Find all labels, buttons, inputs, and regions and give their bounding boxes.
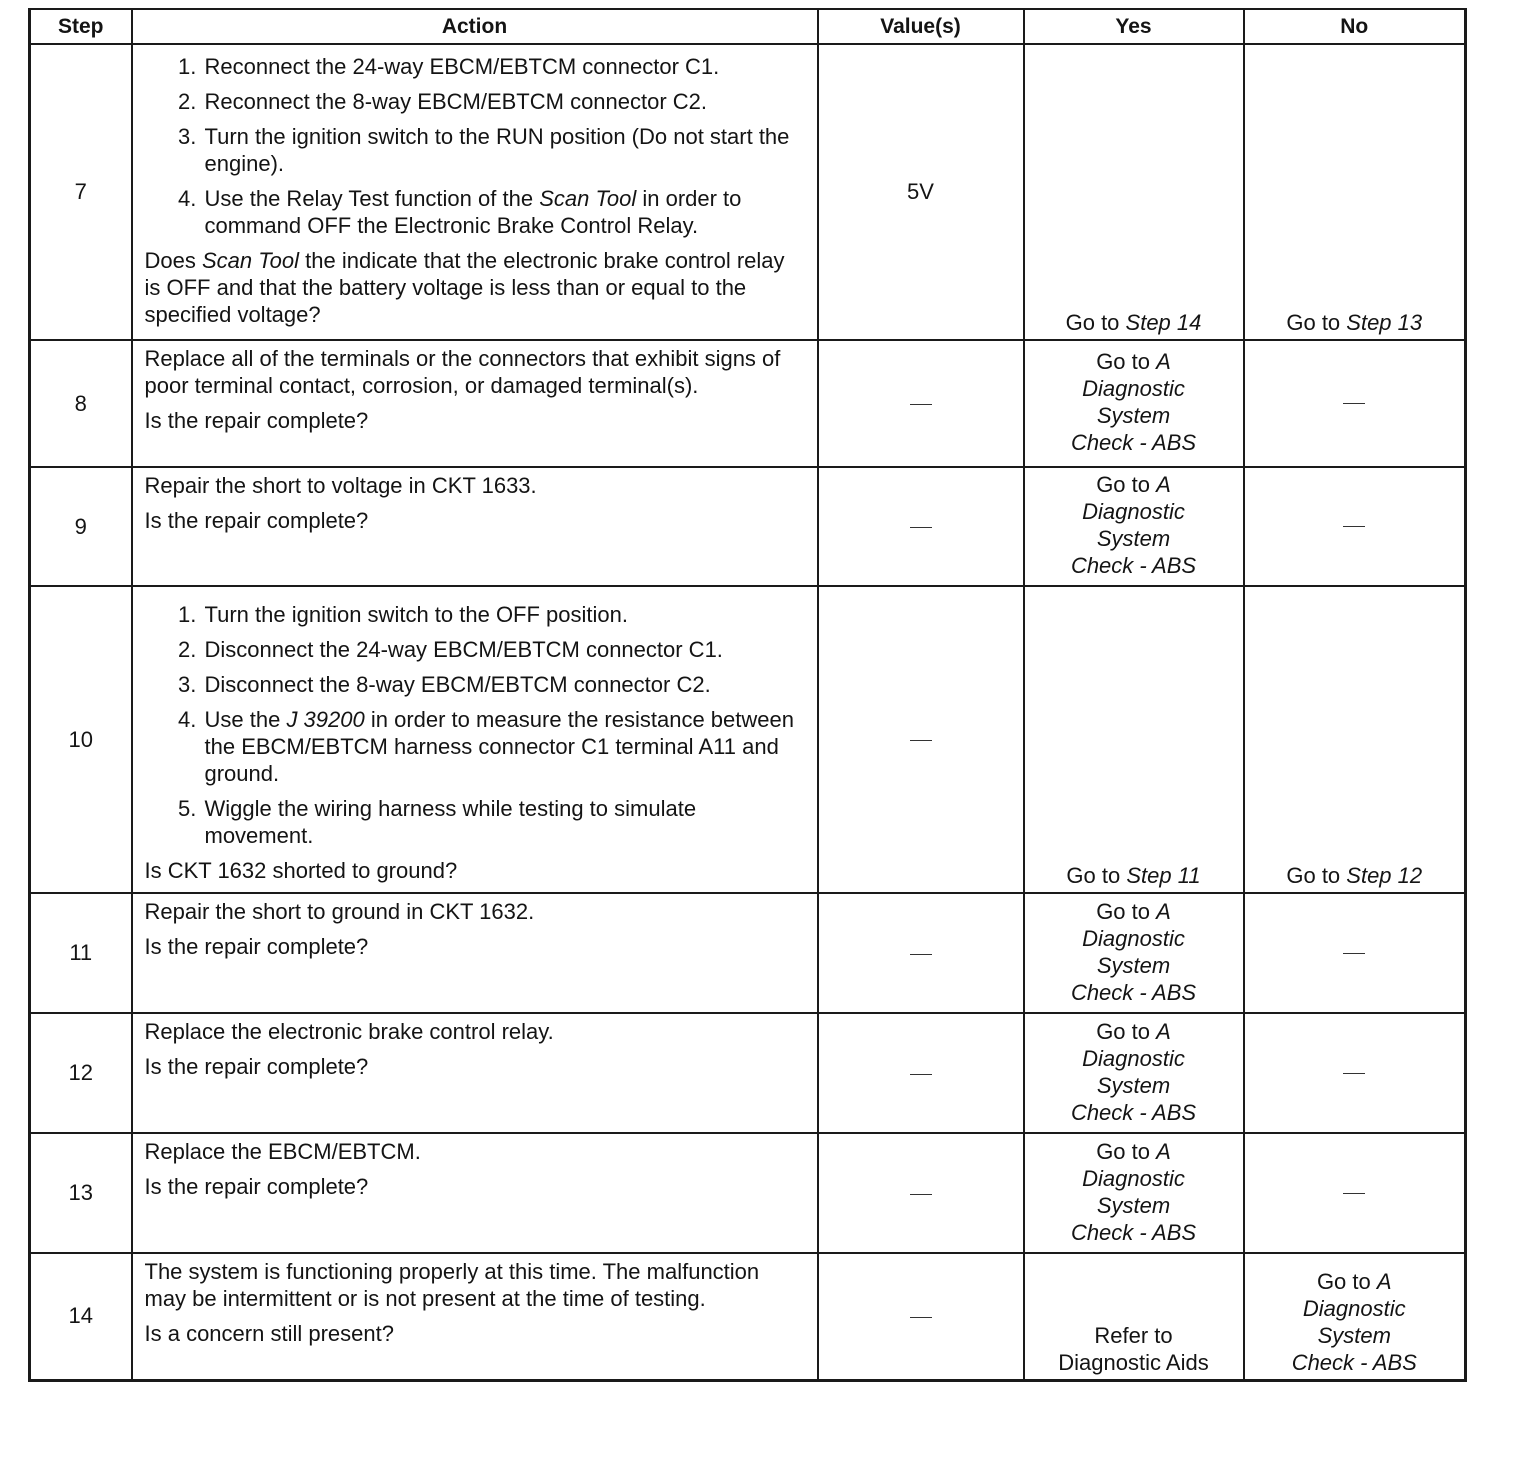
value-cell xyxy=(818,1253,1024,1380)
table-row-step-9 xyxy=(30,467,1466,586)
yes-cell: Go to A Diagnostic System Check - ABS xyxy=(1024,893,1244,1013)
value-cell: 5V xyxy=(818,44,1024,340)
question-text: Is the repair complete? xyxy=(144,508,369,533)
step-number: 7 xyxy=(30,44,132,340)
yes-cell: Go to A Diagnostic System Check - ABS xyxy=(1024,1013,1244,1133)
instruction-text: Replace the EBCM/EBTCM. xyxy=(144,1139,421,1164)
header-values: Value(s) xyxy=(818,9,1024,44)
diagnostic-table xyxy=(28,8,1467,1382)
table-row-step-7 xyxy=(30,44,1466,340)
action-cell xyxy=(132,44,818,340)
yes-cell: Refer to Diagnostic Aids xyxy=(1024,1253,1244,1380)
action-cell xyxy=(132,467,818,586)
action-cell xyxy=(132,1253,818,1380)
action-cell xyxy=(132,893,818,1013)
step-number: 13 xyxy=(30,1133,132,1253)
yes-cell: Go to A Diagnostic System Check - ABS xyxy=(1024,467,1244,586)
instruction-list xyxy=(145,601,807,849)
empty-dash xyxy=(910,1317,932,1318)
value-cell xyxy=(818,1133,1024,1253)
no-cell xyxy=(1244,1133,1466,1253)
question-text: Is a concern still present? xyxy=(144,1321,394,1346)
no-cell xyxy=(1244,340,1466,467)
step-number: 10 xyxy=(30,586,132,893)
tool-name: Scan Tool xyxy=(539,186,637,211)
step-number: 14 xyxy=(30,1253,132,1380)
instruction-item: 5. Wiggle the wiring harness while testing to simulate movement. xyxy=(203,795,807,849)
empty-dash xyxy=(910,740,932,741)
question-text: Is the repair complete? xyxy=(144,1054,369,1079)
empty-dash xyxy=(1343,1073,1365,1074)
empty-dash xyxy=(910,1194,932,1195)
question-text: Is CKT 1632 shorted to ground? xyxy=(144,858,458,883)
no-cell xyxy=(1244,1013,1466,1133)
empty-dash xyxy=(1343,1193,1365,1194)
instruction-item: 1. Turn the ignition switch to the OFF position. xyxy=(203,601,807,628)
yes-cell: Go to A Diagnostic System Check - ABS xyxy=(1024,340,1244,467)
step-number: 9 xyxy=(30,467,132,586)
question-text: Is the repair complete? xyxy=(144,408,369,433)
instruction-item: 1. Reconnect the 24-way EBCM/EBTCM connector C1. xyxy=(203,53,807,80)
instruction-text: Repair the short to voltage in CKT 1633. xyxy=(144,473,537,498)
action-cell xyxy=(132,1013,818,1133)
no-cell: Go to Step 13 xyxy=(1244,44,1466,340)
table-row-step-12 xyxy=(30,1013,1466,1133)
instruction-text: Repair the short to ground in CKT 1632. xyxy=(144,899,535,924)
empty-dash xyxy=(910,1074,932,1075)
no-cell xyxy=(1244,893,1466,1013)
no-cell: Go to Step 12 xyxy=(1244,586,1466,893)
table-row-step-11 xyxy=(30,893,1466,1013)
empty-dash xyxy=(910,954,932,955)
instruction-item: 4. Use the Relay Test function of the Scan Tool in order to command OFF the Electronic Brake Control Relay. xyxy=(203,185,807,239)
instruction-text: Replace all of the terminals or the connectors that exhibit signs of poor terminal contact, corrosion, or damaged terminal(s). xyxy=(144,346,781,398)
question-text: Does Scan Tool the indicate that the electronic brake control relay is OFF and that the battery voltage is less than or equal to the specified voltage? xyxy=(144,248,785,327)
question-text: Is the repair complete? xyxy=(144,1174,369,1199)
header-step: Step xyxy=(30,9,132,44)
yes-cell: Go to A Diagnostic System Check - ABS xyxy=(1024,1133,1244,1253)
instruction-item: 3. Turn the ignition switch to the RUN position (Do not start the engine). xyxy=(203,123,807,177)
action-cell xyxy=(132,340,818,467)
header-yes: Yes xyxy=(1024,9,1244,44)
step-number: 12 xyxy=(30,1013,132,1133)
empty-dash xyxy=(910,404,932,405)
instruction-item: 2. Disconnect the 24-way EBCM/EBTCM connector C1. xyxy=(203,636,807,663)
step-number: 8 xyxy=(30,340,132,467)
value-cell xyxy=(818,1013,1024,1133)
value-cell xyxy=(818,586,1024,893)
action-cell xyxy=(132,1133,818,1253)
empty-dash xyxy=(910,527,932,528)
instruction-item: 3. Disconnect the 8-way EBCM/EBTCM connector C2. xyxy=(203,671,807,698)
table-row-step-10 xyxy=(30,586,1466,893)
empty-dash xyxy=(1343,953,1365,954)
header-row xyxy=(30,9,1466,44)
tool-name: J 39200 xyxy=(286,707,365,732)
header-no: No xyxy=(1244,9,1466,44)
instruction-item: 4. Use the J 39200 in order to measure the resistance between the EBCM/EBTCM harness connector C1 terminal A11 and ground. xyxy=(203,706,807,787)
instruction-text: Replace the electronic brake control relay. xyxy=(144,1019,554,1044)
instruction-text: The system is functioning properly at this time. The malfunction may be intermittent or is not present at the time of testing. xyxy=(144,1259,760,1311)
action-cell xyxy=(132,586,818,893)
header-action: Action xyxy=(132,9,818,44)
yes-cell: Go to Step 11 xyxy=(1024,586,1244,893)
table-row-step-14 xyxy=(30,1253,1466,1380)
step-number: 11 xyxy=(30,893,132,1013)
empty-dash xyxy=(1343,526,1365,527)
no-cell: Go to A Diagnostic System Check - ABS xyxy=(1244,1253,1466,1380)
yes-cell: Go to Step 14 xyxy=(1024,44,1244,340)
no-cell xyxy=(1244,467,1466,586)
instruction-list xyxy=(145,53,807,239)
value-cell xyxy=(818,893,1024,1013)
table-row-step-13 xyxy=(30,1133,1466,1253)
empty-dash xyxy=(1343,403,1365,404)
instruction-item: 2. Reconnect the 8-way EBCM/EBTCM connector C2. xyxy=(203,88,807,115)
value-cell xyxy=(818,467,1024,586)
question-text: Is the repair complete? xyxy=(144,934,369,959)
value-cell xyxy=(818,340,1024,467)
table-row-step-8 xyxy=(30,340,1466,467)
